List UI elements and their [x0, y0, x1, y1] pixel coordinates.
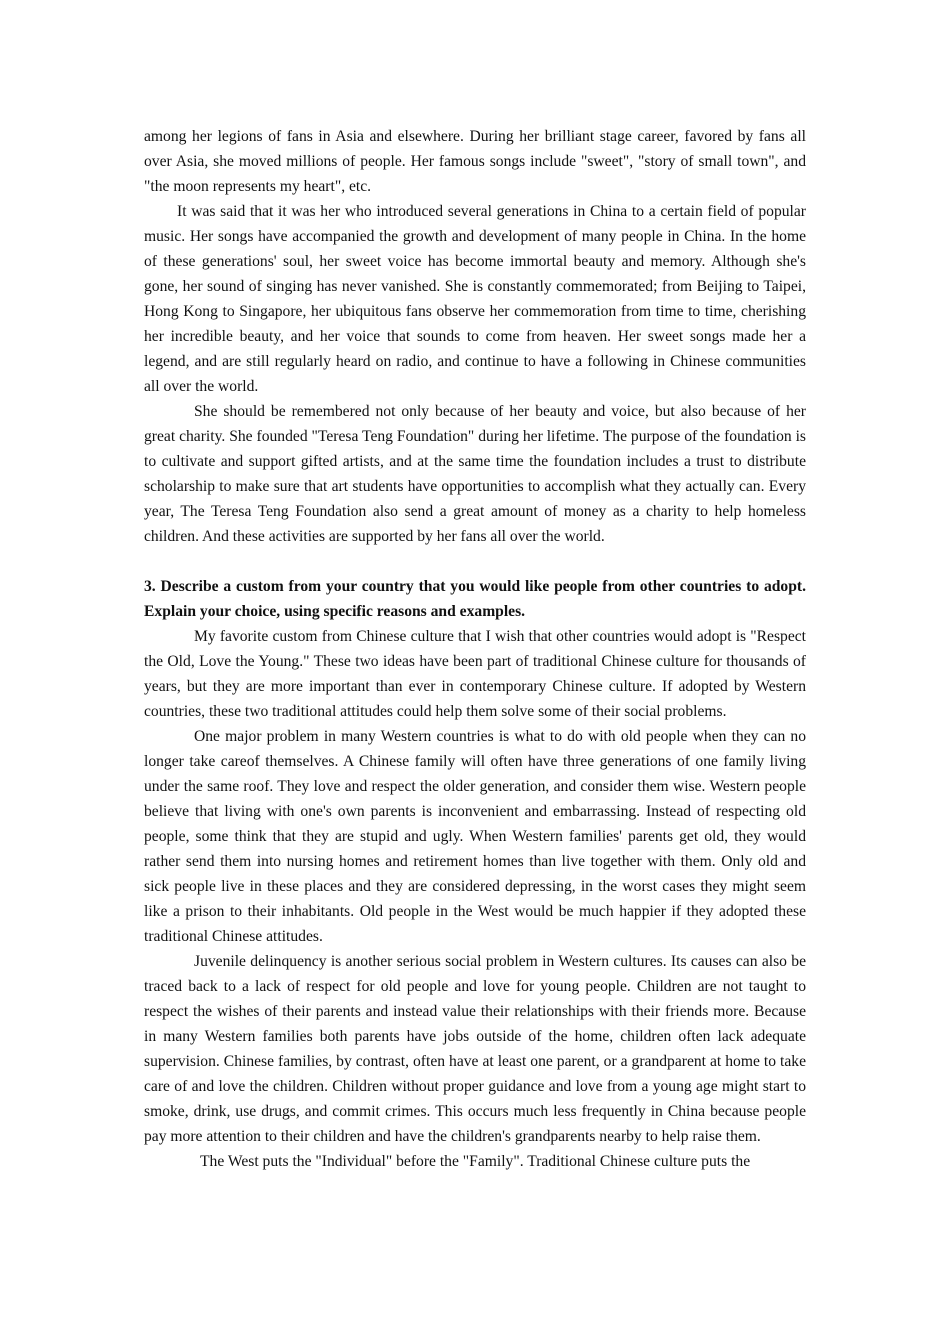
paragraph-teresa-charity: She should be remembered not only because of her beauty and voice, but also because of her great charity. She founded "Teresa Teng Foundation" during her lifetime. The purpose of the foundation is to cultivate and support gifted artists, and at the same time the foundation includes a trust to distribute scholarship to make sure that art students have opportunities to accomplish what they actually can. Every year, The Teresa Teng Foundation also send a great amount of money as a charity to help homeless children. And these activities are supported by her fans all over the world.	[144, 403, 806, 545]
paragraph-teresa-fans: among her legions of fans in Asia and elsewhere. During her brilliant stage career, favored by fans all over Asia, she moved millions of people. Her famous songs include "sweet", "story of small town", and "the moon represents my heart", etc.	[144, 128, 806, 195]
question-heading: 3. Describe a custom from your country that you would like people from other countries to adopt. Explain your choice, using specific reasons and examples.	[144, 578, 806, 620]
paragraph-individual-family: The West puts the "Individual" before the "Family". Traditional Chinese culture puts the	[200, 1153, 751, 1170]
paragraph-juvenile-delinquency: Juvenile delinquency is another serious social problem in Western cultures. Its causes can also be traced back to a lack of respect for old people and love for young people. Children are not taught to respect the wishes of their parents and instead value their relationships with their friends more. Because in many Western families both parents have jobs outside of the home, children often lack adequate supervision. Chinese families, by contrast, often have at least one parent, or a grandparent at home to take care of and love the children. Children without proper guidance and love from a young age might start to smoke, drink, use drugs, and commit crimes. This occurs much less frequently in China because people pay more attention to their children and have the children's grandparents nearby to help raise them.	[144, 953, 806, 1145]
paragraph-spacer	[144, 549, 806, 574]
paragraph-teresa-legacy: It was said that it was her who introduced several generations in China to a certain field of popular music. Her songs have accompanied the growth and development of many people in China. In the home of these generations' soul, her sweet voice has become immortal beauty and memory. Although she's gone, her sound of singing has never vanished. She is constantly commemorated; from Beijing to Taipei, Hong Kong to Singapore, her ubiquitous fans observe her commemoration from time to time, cherishing her incredible beauty, and her voice that sounds to come from heaven. Her sweet songs made her a legend, and are still regularly heard on radio, and continue to have a following in Chinese communities all over the world.	[144, 203, 806, 395]
paragraph-old-people: One major problem in many Western countries is what to do with old people when they can no longer take careof themselves. A Chinese family will often have three generations of one family living under the same roof. They love and respect the older generation, and consider them wise. Western people believe that living with one's own parents is inconvenient and embarrassing. Instead of respecting old people, some think that they are stupid and ugly. When Western families' parents get old, they would rather send them into nursing homes and retirement homes than live together with them. Only old and sick people live in these places and they are considered depressing, in the worst cases they might seem like a prison to their inhabitants. Old people in the West would be much happier if they adopted these traditional Chinese attitudes.	[144, 728, 806, 945]
document-page	[144, 124, 806, 1174]
paragraph-custom-intro: My favorite custom from Chinese culture that I wish that other countries would adopt is "Respect the Old, Love the Young." These two ideas have been part of traditional Chinese culture for thousands of years, but they are more important than ever in contemporary Chinese culture. If adopted by Western countries, these two traditional attitudes could help them solve some of their social problems.	[144, 628, 806, 720]
